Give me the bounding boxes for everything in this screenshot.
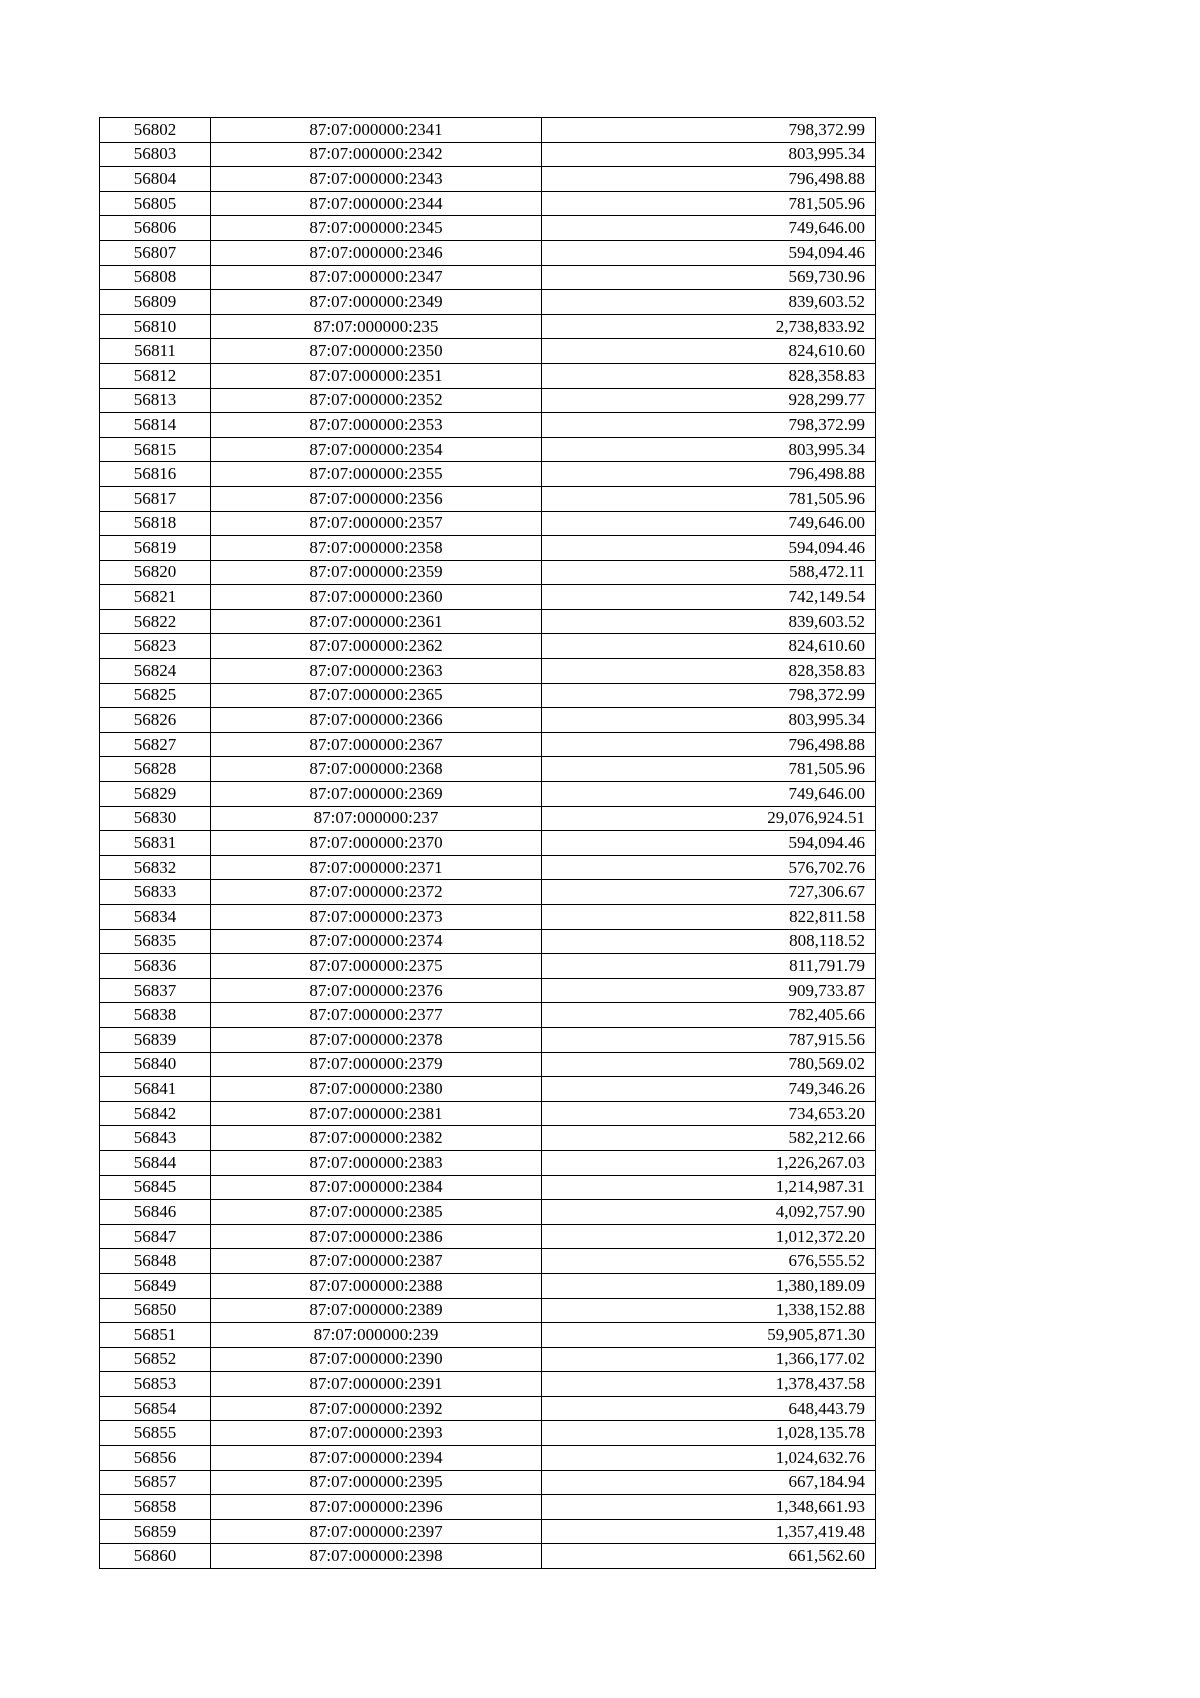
table-row	[100, 536, 876, 561]
value-cell: 648,443.79	[542, 1396, 876, 1421]
row-number-cell: 56803	[100, 142, 211, 167]
cadastral-number-cell: 87:07:000000:2357	[211, 511, 542, 536]
cadastral-number-cell: 87:07:000000:2389	[211, 1298, 542, 1323]
value-cell: 1,380,189.09	[542, 1273, 876, 1298]
value-cell: 582,212.66	[542, 1126, 876, 1151]
row-number-cell: 56816	[100, 462, 211, 487]
row-number-cell: 56842	[100, 1101, 211, 1126]
cadastral-number-cell: 87:07:000000:2361	[211, 609, 542, 634]
row-number-cell: 56830	[100, 806, 211, 831]
cadastral-number-cell: 87:07:000000:2386	[211, 1224, 542, 1249]
table-row	[100, 437, 876, 462]
table-row	[100, 1150, 876, 1175]
table-body	[100, 118, 876, 1569]
cadastral-number-cell: 87:07:000000:2360	[211, 585, 542, 610]
table-row	[100, 1077, 876, 1102]
value-cell: 839,603.52	[542, 609, 876, 634]
cadastral-number-cell: 87:07:000000:2350	[211, 339, 542, 364]
table-row	[100, 954, 876, 979]
table-row	[100, 1396, 876, 1421]
row-number-cell: 56821	[100, 585, 211, 610]
table-row	[100, 1421, 876, 1446]
cadastral-number-cell: 87:07:000000:2375	[211, 954, 542, 979]
cadastral-value-table	[99, 117, 876, 1569]
row-number-cell: 56820	[100, 560, 211, 585]
table-row	[100, 363, 876, 388]
cadastral-number-cell: 87:07:000000:2391	[211, 1372, 542, 1397]
value-cell: 1,338,152.88	[542, 1298, 876, 1323]
table-row	[100, 831, 876, 856]
cadastral-number-cell: 87:07:000000:2366	[211, 708, 542, 733]
cadastral-number-cell: 87:07:000000:2374	[211, 929, 542, 954]
value-cell: 661,562.60	[542, 1544, 876, 1569]
row-number-cell: 56850	[100, 1298, 211, 1323]
value-cell: 4,092,757.90	[542, 1200, 876, 1225]
value-cell: 803,995.34	[542, 708, 876, 733]
value-cell: 822,811.58	[542, 905, 876, 930]
cadastral-number-cell: 87:07:000000:2398	[211, 1544, 542, 1569]
cadastral-number-cell: 87:07:000000:2388	[211, 1273, 542, 1298]
value-cell: 1,024,632.76	[542, 1446, 876, 1471]
row-number-cell: 56833	[100, 880, 211, 905]
cadastral-number-cell: 87:07:000000:239	[211, 1323, 542, 1348]
cadastral-number-cell: 87:07:000000:2358	[211, 536, 542, 561]
cadastral-number-cell: 87:07:000000:2341	[211, 118, 542, 143]
table-row	[100, 413, 876, 438]
value-cell: 808,118.52	[542, 929, 876, 954]
cadastral-number-cell: 87:07:000000:2349	[211, 290, 542, 315]
table-row	[100, 167, 876, 192]
cadastral-number-cell: 87:07:000000:2353	[211, 413, 542, 438]
row-number-cell: 56806	[100, 216, 211, 241]
row-number-cell: 56836	[100, 954, 211, 979]
table-row	[100, 1249, 876, 1274]
value-cell: 727,306.67	[542, 880, 876, 905]
table-row	[100, 1544, 876, 1569]
value-cell: 781,505.96	[542, 191, 876, 216]
row-number-cell: 56856	[100, 1446, 211, 1471]
cadastral-number-cell: 87:07:000000:2342	[211, 142, 542, 167]
cadastral-number-cell: 87:07:000000:2387	[211, 1249, 542, 1274]
cadastral-number-cell: 87:07:000000:2367	[211, 732, 542, 757]
row-number-cell: 56802	[100, 118, 211, 143]
row-number-cell: 56811	[100, 339, 211, 364]
value-cell: 803,995.34	[542, 437, 876, 462]
row-number-cell: 56855	[100, 1421, 211, 1446]
row-number-cell: 56825	[100, 683, 211, 708]
table-row	[100, 1495, 876, 1520]
value-cell: 1,348,661.93	[542, 1495, 876, 1520]
value-cell: 1,028,135.78	[542, 1421, 876, 1446]
row-number-cell: 56832	[100, 855, 211, 880]
value-cell: 781,505.96	[542, 757, 876, 782]
cadastral-number-cell: 87:07:000000:2351	[211, 363, 542, 388]
table-row	[100, 142, 876, 167]
value-cell: 811,791.79	[542, 954, 876, 979]
row-number-cell: 56828	[100, 757, 211, 782]
value-cell: 676,555.52	[542, 1249, 876, 1274]
row-number-cell: 56834	[100, 905, 211, 930]
table-row	[100, 1298, 876, 1323]
cadastral-number-cell: 87:07:000000:2397	[211, 1519, 542, 1544]
value-cell: 828,358.83	[542, 659, 876, 684]
table-row	[100, 1372, 876, 1397]
table-row	[100, 1003, 876, 1028]
value-cell: 803,995.34	[542, 142, 876, 167]
row-number-cell: 56824	[100, 659, 211, 684]
table-row	[100, 118, 876, 143]
value-cell: 824,610.60	[542, 634, 876, 659]
value-cell: 734,653.20	[542, 1101, 876, 1126]
table-row	[100, 1273, 876, 1298]
cadastral-number-cell: 87:07:000000:2378	[211, 1027, 542, 1052]
table-row	[100, 806, 876, 831]
value-cell: 2,738,833.92	[542, 314, 876, 339]
cadastral-number-cell: 87:07:000000:237	[211, 806, 542, 831]
value-cell: 828,358.83	[542, 363, 876, 388]
cadastral-number-cell: 87:07:000000:2370	[211, 831, 542, 856]
value-cell: 1,378,437.58	[542, 1372, 876, 1397]
value-cell: 594,094.46	[542, 536, 876, 561]
table-row	[100, 708, 876, 733]
row-number-cell: 56859	[100, 1519, 211, 1544]
cadastral-number-cell: 87:07:000000:2363	[211, 659, 542, 684]
table-row	[100, 462, 876, 487]
row-number-cell: 56823	[100, 634, 211, 659]
row-number-cell: 56847	[100, 1224, 211, 1249]
value-cell: 909,733.87	[542, 978, 876, 1003]
row-number-cell: 56814	[100, 413, 211, 438]
row-number-cell: 56827	[100, 732, 211, 757]
table-row	[100, 782, 876, 807]
cadastral-number-cell: 87:07:000000:2392	[211, 1396, 542, 1421]
value-cell: 1,214,987.31	[542, 1175, 876, 1200]
row-number-cell: 56815	[100, 437, 211, 462]
row-number-cell: 56819	[100, 536, 211, 561]
value-cell: 59,905,871.30	[542, 1323, 876, 1348]
table-row	[100, 1224, 876, 1249]
cadastral-number-cell: 87:07:000000:2383	[211, 1150, 542, 1175]
row-number-cell: 56858	[100, 1495, 211, 1520]
cadastral-number-cell: 87:07:000000:2385	[211, 1200, 542, 1225]
table-row	[100, 265, 876, 290]
cadastral-number-cell: 87:07:000000:2394	[211, 1446, 542, 1471]
value-cell: 594,094.46	[542, 240, 876, 265]
row-number-cell: 56841	[100, 1077, 211, 1102]
row-number-cell: 56837	[100, 978, 211, 1003]
cadastral-number-cell: 87:07:000000:2396	[211, 1495, 542, 1520]
row-number-cell: 56813	[100, 388, 211, 413]
value-cell: 588,472.11	[542, 560, 876, 585]
row-number-cell: 56860	[100, 1544, 211, 1569]
cadastral-number-cell: 87:07:000000:2344	[211, 191, 542, 216]
table-row	[100, 314, 876, 339]
row-number-cell: 56852	[100, 1347, 211, 1372]
cadastral-number-cell: 87:07:000000:2393	[211, 1421, 542, 1446]
cadastral-number-cell: 87:07:000000:2355	[211, 462, 542, 487]
table-row	[100, 585, 876, 610]
value-cell: 839,603.52	[542, 290, 876, 315]
value-cell: 798,372.99	[542, 413, 876, 438]
cadastral-number-cell: 87:07:000000:2368	[211, 757, 542, 782]
row-number-cell: 56817	[100, 486, 211, 511]
value-cell: 796,498.88	[542, 167, 876, 192]
table-row	[100, 757, 876, 782]
table-row	[100, 560, 876, 585]
table-row	[100, 290, 876, 315]
table-row	[100, 1347, 876, 1372]
value-cell: 1,366,177.02	[542, 1347, 876, 1372]
table-row	[100, 216, 876, 241]
row-number-cell: 56822	[100, 609, 211, 634]
value-cell: 742,149.54	[542, 585, 876, 610]
cadastral-number-cell: 87:07:000000:2345	[211, 216, 542, 241]
value-cell: 928,299.77	[542, 388, 876, 413]
table-row	[100, 1323, 876, 1348]
table-row	[100, 905, 876, 930]
cadastral-number-cell: 87:07:000000:2365	[211, 683, 542, 708]
value-cell: 787,915.56	[542, 1027, 876, 1052]
row-number-cell: 56851	[100, 1323, 211, 1348]
table-row	[100, 1519, 876, 1544]
table-row	[100, 1470, 876, 1495]
cadastral-number-cell: 87:07:000000:235	[211, 314, 542, 339]
row-number-cell: 56846	[100, 1200, 211, 1225]
row-number-cell: 56804	[100, 167, 211, 192]
row-number-cell: 56857	[100, 1470, 211, 1495]
table-row	[100, 1446, 876, 1471]
value-cell: 594,094.46	[542, 831, 876, 856]
value-cell: 576,702.76	[542, 855, 876, 880]
row-number-cell: 56808	[100, 265, 211, 290]
table-row	[100, 880, 876, 905]
cadastral-number-cell: 87:07:000000:2347	[211, 265, 542, 290]
row-number-cell: 56810	[100, 314, 211, 339]
table-row	[100, 1126, 876, 1151]
value-cell: 780,569.02	[542, 1052, 876, 1077]
row-number-cell: 56849	[100, 1273, 211, 1298]
row-number-cell: 56845	[100, 1175, 211, 1200]
cadastral-number-cell: 87:07:000000:2376	[211, 978, 542, 1003]
cadastral-number-cell: 87:07:000000:2356	[211, 486, 542, 511]
table-row	[100, 929, 876, 954]
value-cell: 749,346.26	[542, 1077, 876, 1102]
row-number-cell: 56844	[100, 1150, 211, 1175]
table-row	[100, 388, 876, 413]
cadastral-number-cell: 87:07:000000:2359	[211, 560, 542, 585]
row-number-cell: 56807	[100, 240, 211, 265]
value-cell: 749,646.00	[542, 511, 876, 536]
cadastral-number-cell: 87:07:000000:2380	[211, 1077, 542, 1102]
cadastral-number-cell: 87:07:000000:2369	[211, 782, 542, 807]
table-row	[100, 511, 876, 536]
row-number-cell: 56835	[100, 929, 211, 954]
value-cell: 1,012,372.20	[542, 1224, 876, 1249]
table-row	[100, 1052, 876, 1077]
table-row	[100, 659, 876, 684]
value-cell: 667,184.94	[542, 1470, 876, 1495]
table-row	[100, 1101, 876, 1126]
cadastral-number-cell: 87:07:000000:2343	[211, 167, 542, 192]
value-cell: 798,372.99	[542, 683, 876, 708]
row-number-cell: 56809	[100, 290, 211, 315]
cadastral-number-cell: 87:07:000000:2395	[211, 1470, 542, 1495]
row-number-cell: 56831	[100, 831, 211, 856]
table-row	[100, 978, 876, 1003]
table-row	[100, 486, 876, 511]
table-row	[100, 634, 876, 659]
table-row	[100, 855, 876, 880]
value-cell: 1,357,419.48	[542, 1519, 876, 1544]
value-cell: 749,646.00	[542, 782, 876, 807]
table-row	[100, 191, 876, 216]
table-row	[100, 1027, 876, 1052]
row-number-cell: 56854	[100, 1396, 211, 1421]
cadastral-number-cell: 87:07:000000:2377	[211, 1003, 542, 1028]
table-row	[100, 240, 876, 265]
value-cell: 569,730.96	[542, 265, 876, 290]
cadastral-number-cell: 87:07:000000:2354	[211, 437, 542, 462]
row-number-cell: 56843	[100, 1126, 211, 1151]
cadastral-number-cell: 87:07:000000:2384	[211, 1175, 542, 1200]
cadastral-number-cell: 87:07:000000:2372	[211, 880, 542, 905]
table-row	[100, 609, 876, 634]
value-cell: 824,610.60	[542, 339, 876, 364]
cadastral-number-cell: 87:07:000000:2379	[211, 1052, 542, 1077]
row-number-cell: 56818	[100, 511, 211, 536]
row-number-cell: 56826	[100, 708, 211, 733]
value-cell: 29,076,924.51	[542, 806, 876, 831]
row-number-cell: 56839	[100, 1027, 211, 1052]
table-row	[100, 1200, 876, 1225]
row-number-cell: 56848	[100, 1249, 211, 1274]
value-cell: 782,405.66	[542, 1003, 876, 1028]
table-row	[100, 732, 876, 757]
row-number-cell: 56838	[100, 1003, 211, 1028]
row-number-cell: 56812	[100, 363, 211, 388]
row-number-cell: 56840	[100, 1052, 211, 1077]
value-cell: 796,498.88	[542, 732, 876, 757]
cadastral-number-cell: 87:07:000000:2373	[211, 905, 542, 930]
value-cell: 749,646.00	[542, 216, 876, 241]
row-number-cell: 56805	[100, 191, 211, 216]
cadastral-number-cell: 87:07:000000:2381	[211, 1101, 542, 1126]
cadastral-number-cell: 87:07:000000:2382	[211, 1126, 542, 1151]
value-cell: 796,498.88	[542, 462, 876, 487]
value-cell: 1,226,267.03	[542, 1150, 876, 1175]
table-row	[100, 1175, 876, 1200]
value-cell: 781,505.96	[542, 486, 876, 511]
cadastral-number-cell: 87:07:000000:2352	[211, 388, 542, 413]
cadastral-number-cell: 87:07:000000:2371	[211, 855, 542, 880]
table-row	[100, 683, 876, 708]
table-row	[100, 339, 876, 364]
cadastral-number-cell: 87:07:000000:2390	[211, 1347, 542, 1372]
row-number-cell: 56853	[100, 1372, 211, 1397]
row-number-cell: 56829	[100, 782, 211, 807]
value-cell: 798,372.99	[542, 118, 876, 143]
cadastral-number-cell: 87:07:000000:2362	[211, 634, 542, 659]
cadastral-number-cell: 87:07:000000:2346	[211, 240, 542, 265]
